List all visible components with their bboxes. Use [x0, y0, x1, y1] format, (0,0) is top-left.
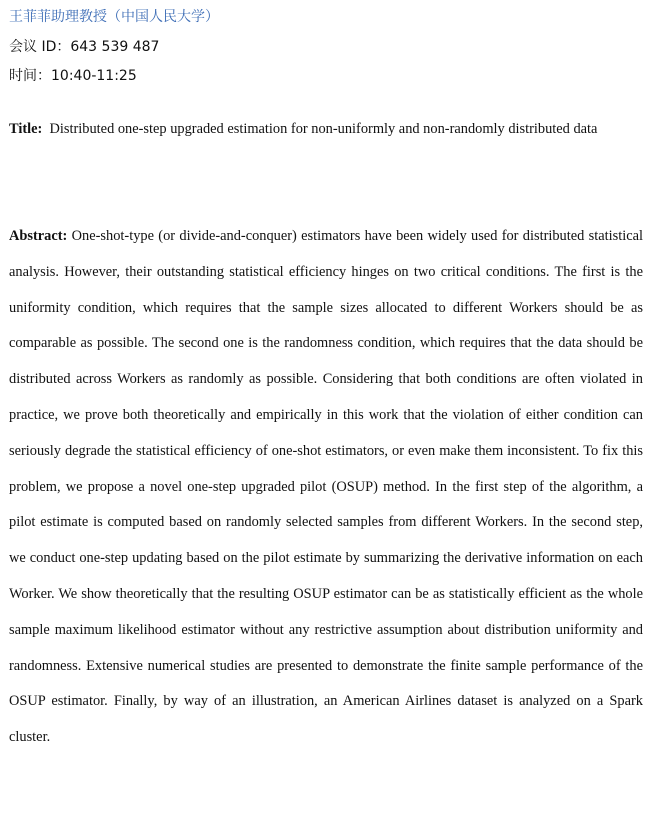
meeting-id: 会议 ID：643 539 487 [9, 39, 160, 55]
speaker-name: 王菲菲助理教授（中国人民大学） [9, 9, 219, 25]
abstract-label: Abstract: [9, 228, 68, 244]
talk-abstract [9, 219, 643, 756]
talk-title [9, 112, 643, 148]
meeting-time: 时间：10:40-11:25 [9, 68, 137, 84]
abstract-text: One-shot-type (or divide-and-conquer) estimators have been widely used for distributed statistical analysis. However, their outstanding statistical efficiency hinges on two critical conditions. The first is the uniformity condition, which requires that the sample sizes allocated to different Workers should be as comparable as possible. The second one is the randomness condition, which requires that the data should be distributed across Workers as randomly as possible. Considering that both conditions are often violated in practice, we prove both theoretically and empirically in this work that the violation of either condition can seriously degrade the statistical efficiency of one-shot estimators, or even make them inconsistent. To fix this problem, we propose a novel one-step upgraded pilot (OSUP) method. In the first step of the algorithm, a pilot estimate is computed based on randomly selected samples from different Workers. In the second step, we conduct one-step updating based on the pilot estimate by summarizing the derivative information on each Worker. We show theoretically that the resulting OSUP estimator can be as statistically efficient as the whole sample maximum likelihood estimator without any restrictive assumption about distribution uniformity and randomness. Extensive numerical studies are presented to demonstrate the finite sample performance of the OSUP estimator. Finally, by way of an illustration, an American Airlines dataset is analyzed on a Spark cluster. [9, 228, 643, 746]
title-label: Title: [9, 121, 43, 137]
title-text: Distributed one-step upgraded estimation for non-uniformly and non-randomly distributed data [49, 121, 598, 137]
